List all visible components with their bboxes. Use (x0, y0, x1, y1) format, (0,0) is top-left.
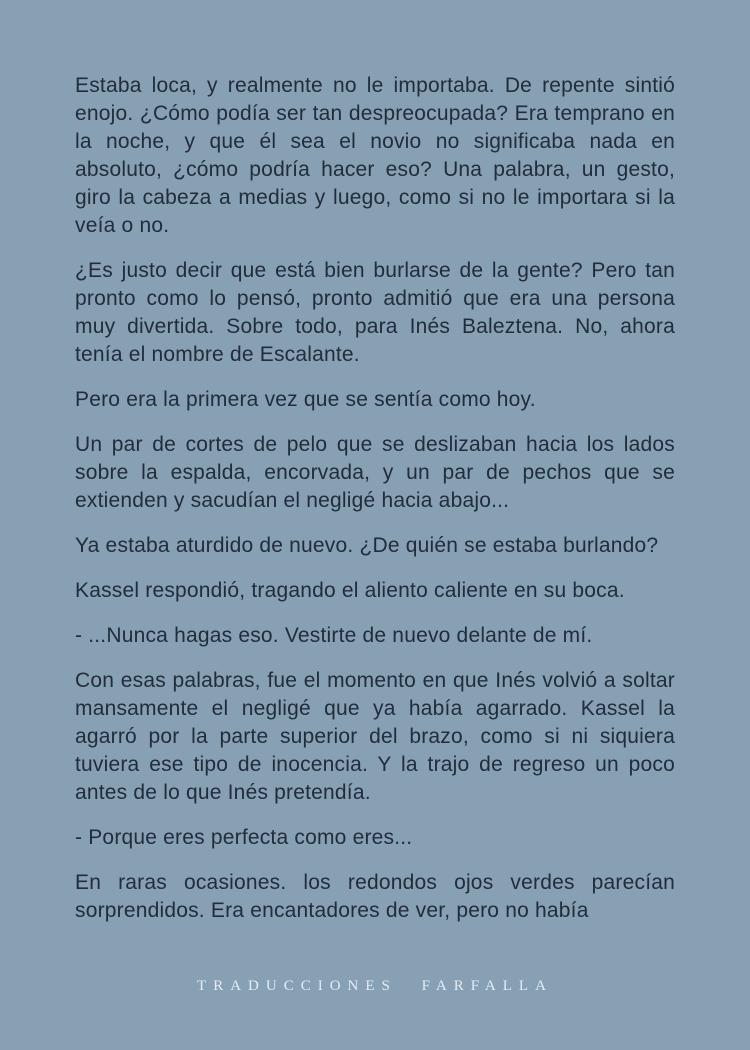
paragraph: - ...Nunca hagas eso. Vestirte de nuevo delante de mí. (75, 624, 593, 647)
paragraph: ¿Es justo decir que está bien burlarse de la gente? Pero tan pronto como lo pensó, pronto admitió que era una persona muy divertida. Sobre todo, para Inés Baleztena. No, ahora tenía el nombre de Escalante. (75, 259, 675, 366)
paragraph: Estaba loca, y realmente no le importaba. De repente sintió enojo. ¿Cómo podía ser tan despreocupada? Era temprano en la noche, y que él sea el novio no significaba nada en absoluto, ¿cómo podría hacer eso? Una palabra, un gesto, giro la cabeza a medias y luego, como si no le importara si la veía o no. (75, 74, 675, 237)
paragraph: Kassel respondió, tragando el aliento caliente en su boca. (75, 579, 625, 602)
translator-credit: TRADUCCIONES FARFALLA (197, 978, 553, 994)
paragraph: - Porque eres perfecta como eres... (75, 826, 413, 849)
paragraph: Ya estaba aturdido de nuevo. ¿De quién se estaba burlando? (75, 534, 659, 557)
paragraph: Pero era la primera vez que se sentía como hoy. (75, 388, 536, 411)
story-text (75, 72, 675, 925)
paragraph: Un par de cortes de pelo que se deslizaban hacia los lados sobre la espalda, encorvada, y un par de pechos que se extienden y sacudían el negligé hacia abajo... (75, 433, 675, 512)
paragraph: En raras ocasiones. los redondos ojos verdes parecían sorprendidos. Era encantadores de ver, pero no había (75, 871, 675, 922)
paragraph: Con esas palabras, fue el momento en que Inés volvió a soltar mansamente el negligé que ya había agarrado. Kassel la agarró por la parte superior del brazo, como si ni siquiera tuviera ese tipo de inocencia. Y la trajo de regreso un poco antes de lo que Inés pretendía. (75, 669, 675, 804)
